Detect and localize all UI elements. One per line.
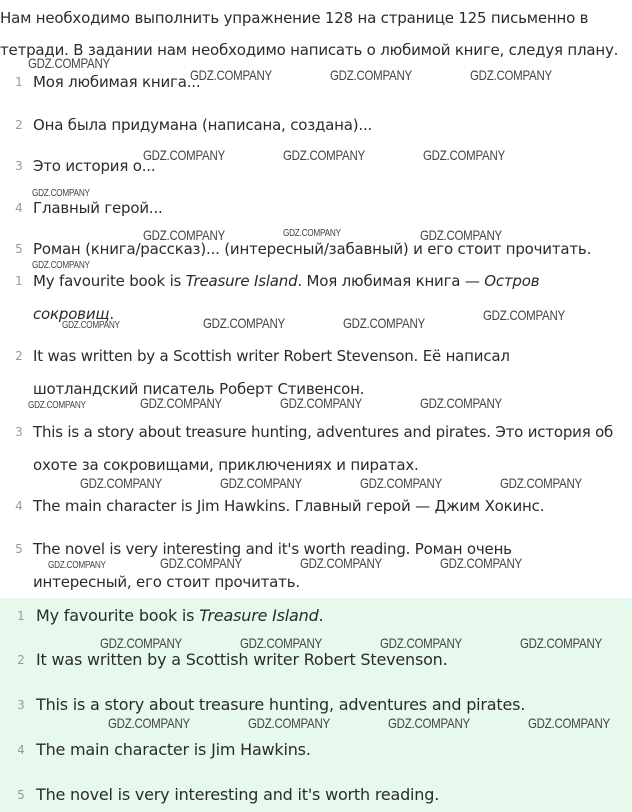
watermark: GDZ.COMPANY [100,635,182,651]
watermark: GDZ.COMPANY [32,260,90,271]
watermark: GDZ.COMPANY [108,715,190,731]
watermark: GDZ.COMPANY [330,67,412,83]
watermark: GDZ.COMPANY [48,560,106,571]
item-number: 2 [15,118,23,132]
item-number: 1 [17,609,25,623]
item-text: Она была придумана (написана, создана)... [33,116,373,134]
item-number: 1 [15,274,23,288]
item-number: 4 [15,499,23,513]
item-number: 5 [17,788,25,802]
watermark: GDZ.COMPANY [283,228,341,239]
item-text: The main character is Jim Hawkins. Главный герой — Джим Хокинс. [33,497,545,515]
watermark: GDZ.COMPANY [32,188,90,199]
item-text: The novel is very interesting and it's worth reading. [36,785,440,804]
book-title-en: Treasure Island [199,606,319,625]
watermark: GDZ.COMPANY [240,635,322,651]
item-number: 4 [17,743,25,757]
watermark: GDZ.COMPANY [190,67,272,83]
item-text: This is a story about treasure hunting, adventures and pirates. [36,695,526,714]
item-text: The novel is very interesting and it's worth reading. Роман очень интересный, его стоит прочитать. [33,540,512,591]
item-text: It was written by a Scottish writer Robert Stevenson. Её написал шотландский писатель Роберт Стивенсон. [33,347,510,398]
watermark: GDZ.COMPANY [423,147,505,163]
item-text: Моя любимая книга... [33,73,201,91]
answer-box [0,598,632,812]
watermark: GDZ.COMPANY [483,307,565,323]
item-text: The main character is Jim Hawkins. [36,740,311,759]
watermark: GDZ.COMPANY [343,315,425,331]
watermark: GDZ.COMPANY [80,475,162,491]
watermark: GDZ.COMPANY [28,55,110,71]
item-text: This is a story about treasure hunting, adventures and pirates. Это история об охоте за сокровищами, приключениях и пиратах. [33,423,614,474]
watermark: GDZ.COMPANY [283,147,365,163]
watermark: GDZ.COMPANY [143,227,225,243]
watermark: GDZ.COMPANY [28,400,86,411]
item-number: 2 [17,653,25,667]
watermark: GDZ.COMPANY [420,395,502,411]
watermark: GDZ.COMPANY [388,715,470,731]
item-number: 3 [17,698,25,712]
item-number: 5 [15,542,23,556]
watermark: GDZ.COMPANY [62,320,120,331]
item-number: 1 [15,75,23,89]
item-number: 5 [15,242,23,256]
watermark: GDZ.COMPANY [500,475,582,491]
watermark: GDZ.COMPANY [300,555,382,571]
book-title-ru: Остров сокровищ [33,272,540,323]
item-number: 3 [15,159,23,173]
book-title-en: Treasure Island [185,272,298,290]
watermark: GDZ.COMPANY [380,635,462,651]
watermark: GDZ.COMPANY [528,715,610,731]
item-text: Это история о... [33,157,156,175]
watermark: GDZ.COMPANY [360,475,442,491]
intro-line-1: Нам необходимо выполнить упражнение 128 на странице 125 письменно в [0,9,589,27]
watermark: GDZ.COMPANY [220,475,302,491]
watermark: GDZ.COMPANY [420,227,502,243]
item-text: My favourite book is Treasure Island. [36,606,324,625]
item-text: My favourite book is Treasure Island. Моя любимая книга — Остров сокровищ. [33,272,540,323]
watermark: GDZ.COMPANY [160,555,242,571]
watermark: GDZ.COMPANY [203,315,285,331]
item-text: Роман (книга/рассказ)... (интересный/забавный) и его стоит прочитать. [33,240,592,258]
watermark: GDZ.COMPANY [280,395,362,411]
intro-line-2: тетради. В задании нам необходимо написать о любимой книге, следуя плану. [0,41,619,59]
watermark: GDZ.COMPANY [143,147,225,163]
item-number: 3 [15,425,23,439]
item-text: Главный герой... [33,199,163,217]
watermark: GDZ.COMPANY [520,635,602,651]
watermark: GDZ.COMPANY [140,395,222,411]
item-number: 4 [15,201,23,215]
watermark: GDZ.COMPANY [470,67,552,83]
item-number: 2 [15,349,23,363]
watermark: GDZ.COMPANY [248,715,330,731]
watermark: GDZ.COMPANY [440,555,522,571]
item-text: It was written by a Scottish writer Robert Stevenson. [36,650,448,669]
